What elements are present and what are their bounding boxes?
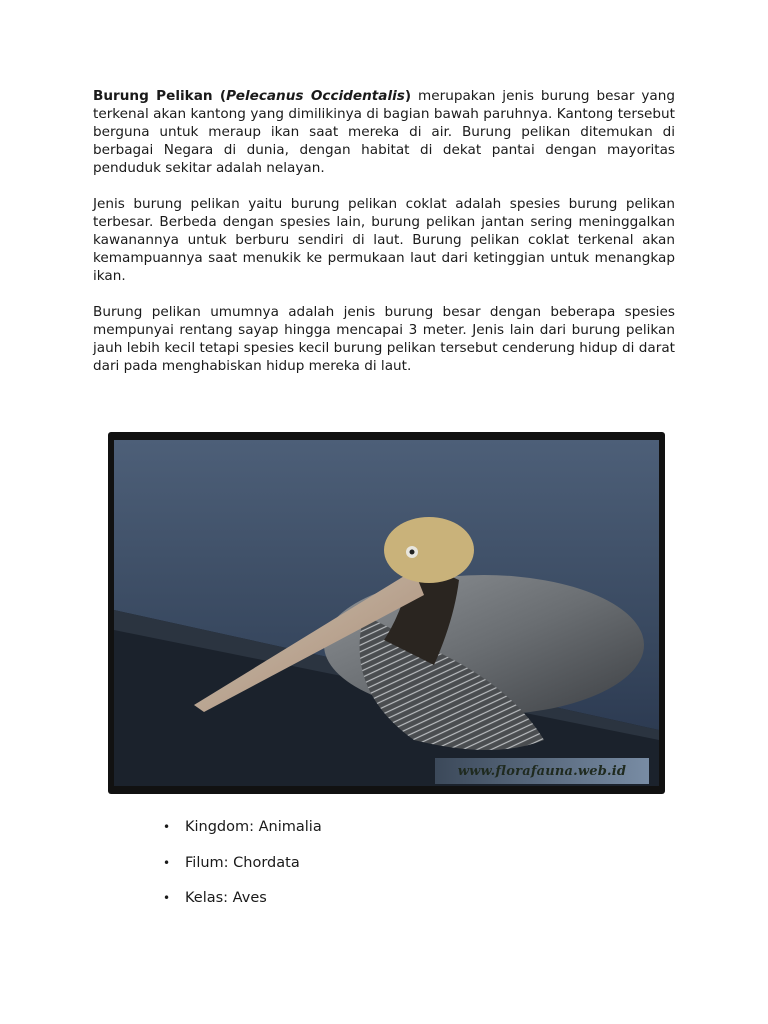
paragraph-size: Burung pelikan umumnya adalah jenis burung besar dengan beberapa spesies mempunyai rentang sayap hingga mencapai 3 meter. Jenis lain dari burung pelikan jauh lebih kecil tetapi spesies kecil burung pelikan tersebut cenderung hidup di darat dari pada menghabiskan hidup mereka di laut. [93, 304, 675, 374]
species-latin-name: Pelecanus Occidentalis [226, 88, 405, 104]
taxonomy-kingdom: Kingdom: Animalia [185, 819, 322, 835]
document-body [93, 87, 675, 393]
bullet-icon: • [163, 891, 171, 905]
species-name-close: ) [404, 88, 412, 104]
pelican-photo [108, 432, 665, 794]
list-item [163, 818, 322, 854]
bullet-icon: • [163, 855, 171, 870]
taxonomy-class: Kelas: Aves [185, 890, 267, 906]
bullet-icon: • [163, 820, 171, 834]
paragraph-intro [93, 87, 675, 177]
list-item [163, 854, 322, 890]
paragraph-brown-pelican: Jenis burung pelikan yaitu burung pelikan coklat adalah spesies burung pelikan terbesar. Berbeda dengan spesies lain, burung pelikan jantan sering meninggalkan kawanannya untuk berburu sendiri di laut. Burung pelikan coklat terkenal akan kemampuannya saat menukik ke permukaan laut dari ketinggian untuk menangkap ikan. [93, 196, 675, 284]
taxonomy-phylum: Filum: Chordata [185, 854, 300, 871]
list-item [163, 889, 322, 925]
watermark-text: www.florafauna.web.id [457, 763, 627, 779]
taxonomy-list [163, 818, 322, 925]
species-name-open: Burung Pelikan ( [93, 88, 227, 104]
paragraph-intro-text: merupakan jenis burung besar yang terkenal akan kantong yang dimilikinya di bagian bawah paruhnya. Kantong tersebut berguna untuk meraup ikan saat mereka di air. Burung pelikan ditemukan di berbagai Negara di dunia, dengan habitat di dekat pantai dengan mayoritas penduduk sekitar adalah nelayan. [93, 88, 676, 176]
pelican-illustration [114, 440, 659, 786]
watermark-label [435, 758, 649, 784]
pelican-head [384, 517, 474, 583]
pelican-pupil [410, 550, 415, 555]
